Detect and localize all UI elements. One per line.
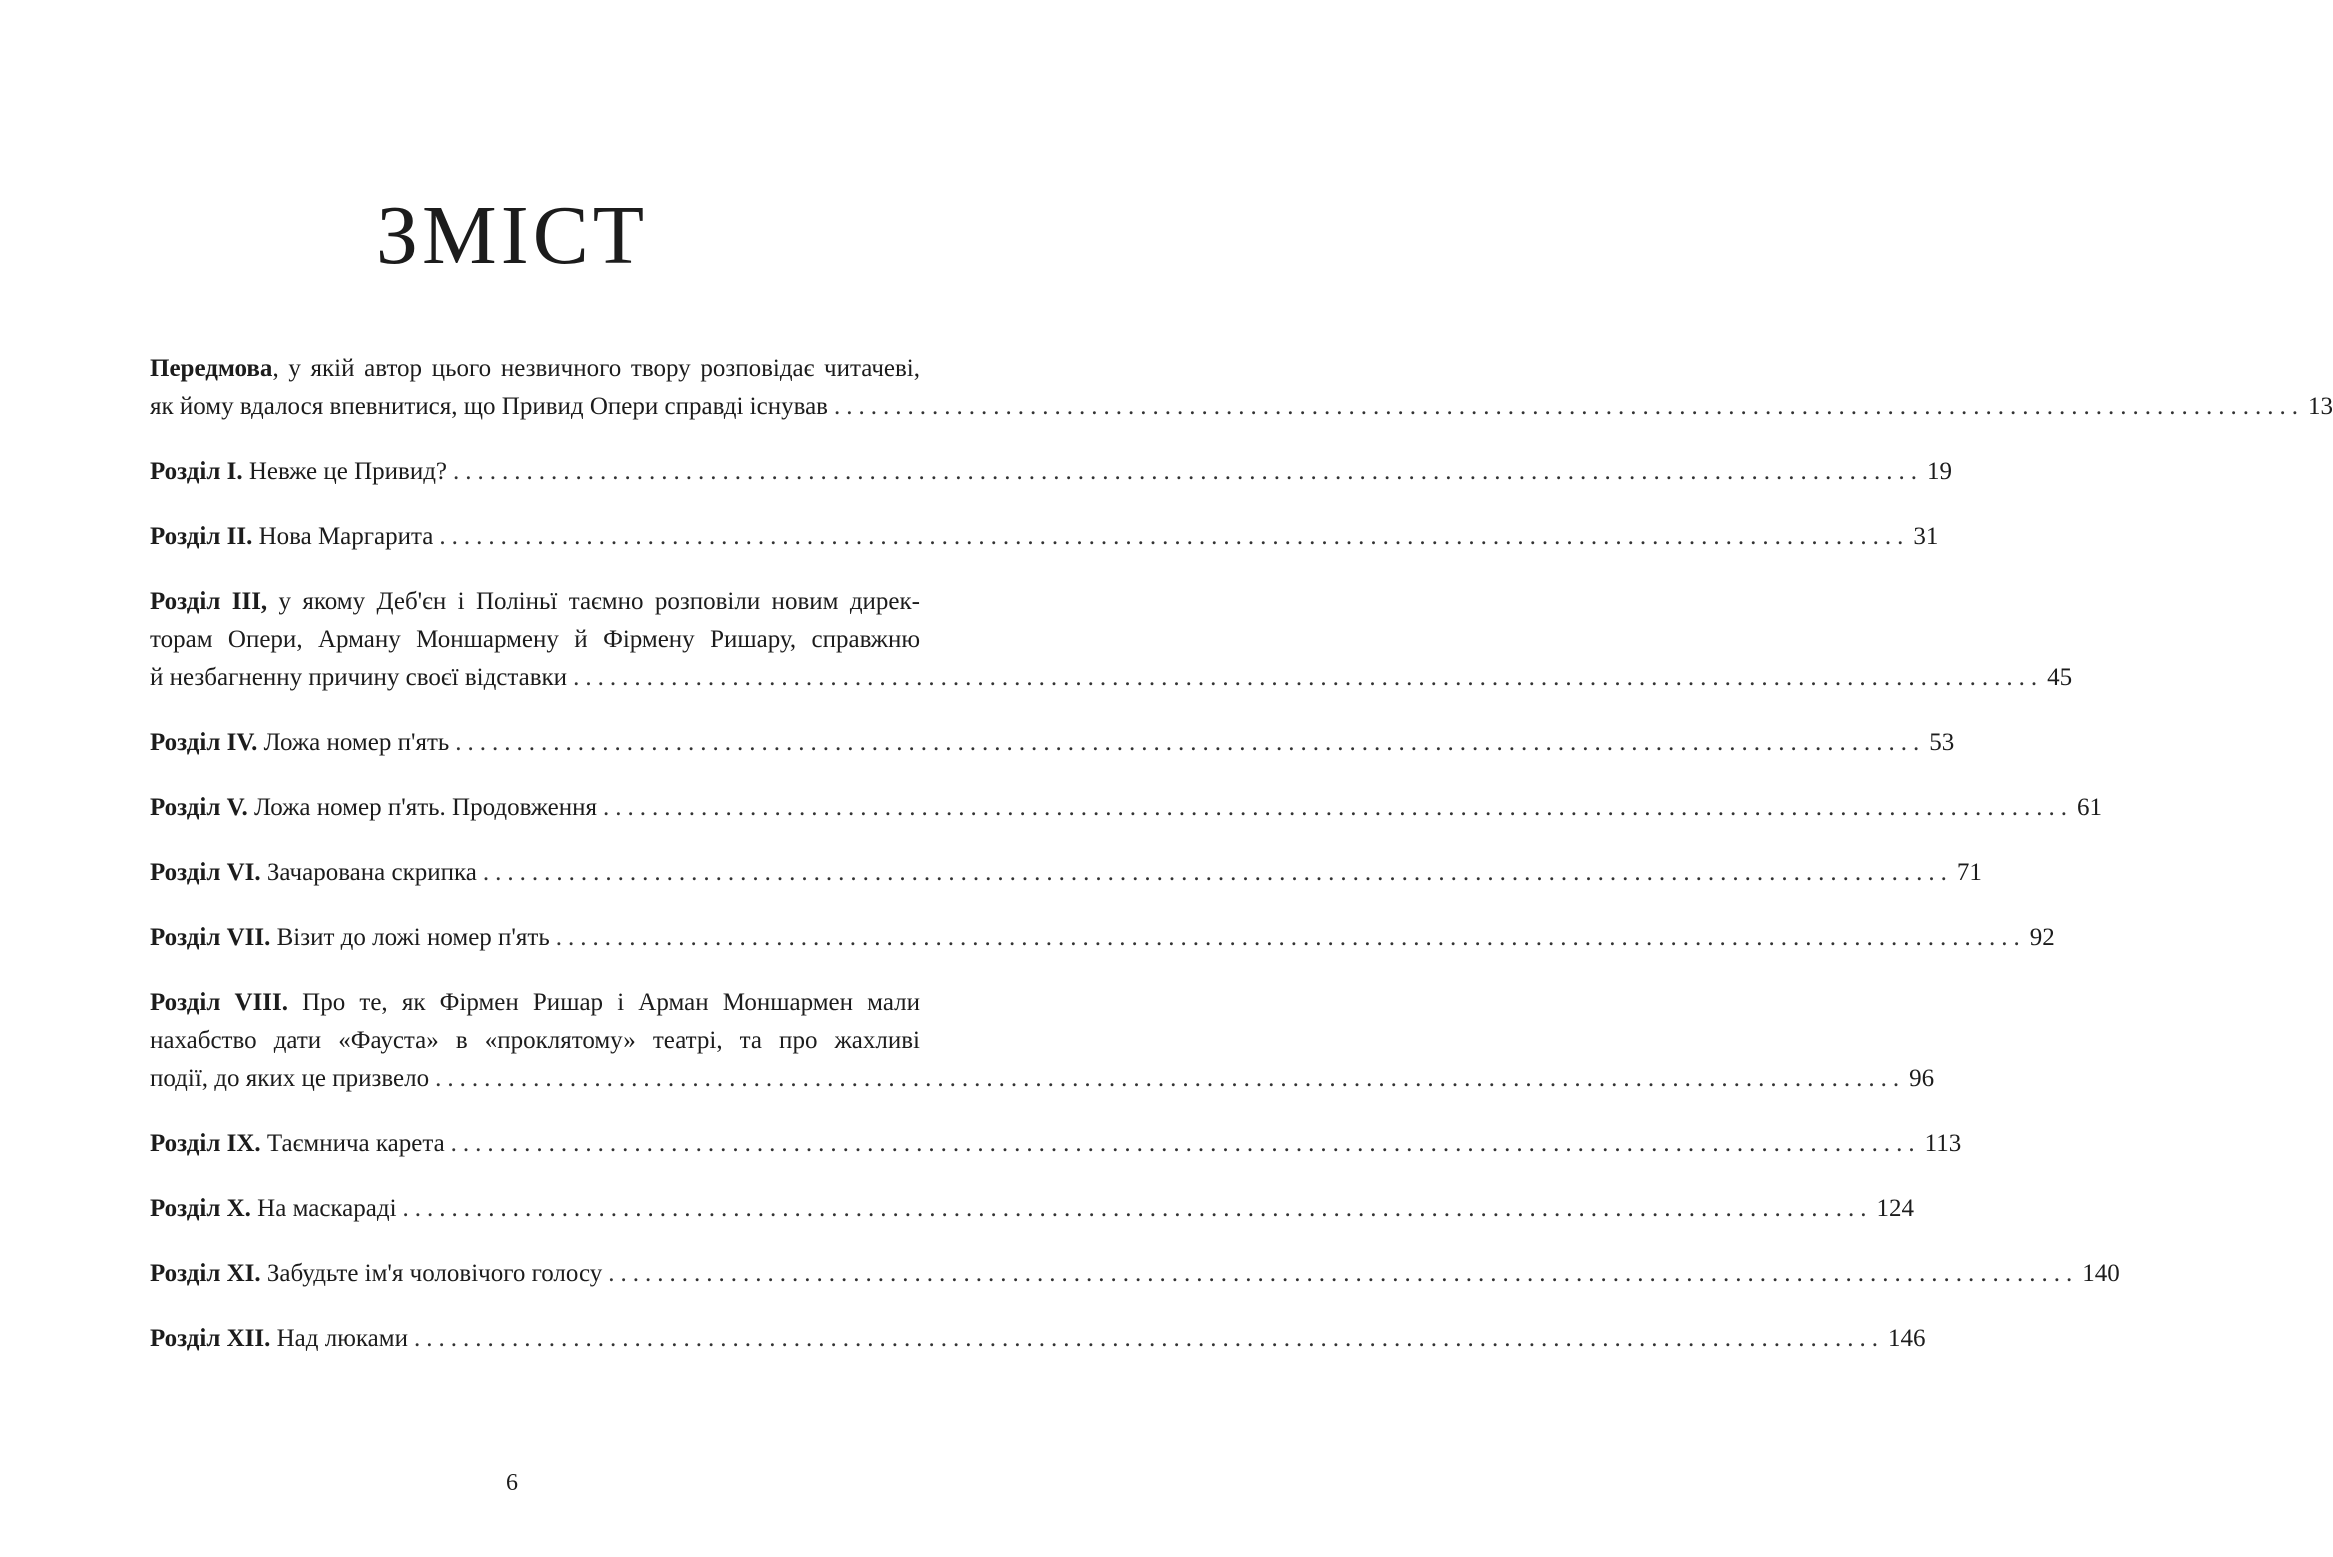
toc-page-number: 45 <box>2047 664 2073 691</box>
toc-entry-text <box>150 1125 445 1163</box>
toc-entry-last-line <box>150 1320 1926 1358</box>
toc-entry-last-line <box>150 1190 1915 1228</box>
toc-entry-last-line <box>150 453 1953 491</box>
toc-page-number: 96 <box>1909 1065 1935 1092</box>
toc-page-number: 61 <box>2077 794 2102 821</box>
toc-entry-title-part: Ложа номер п'ять <box>257 729 450 756</box>
toc-entry-title-part: , у якій автор цього незвичного твору розповідає читачеві, <box>272 355 920 382</box>
dot-leader: ........................................................................................................................ <box>453 458 1924 485</box>
toc-entry-label: Розділ VII. <box>150 924 271 951</box>
toc-entry <box>150 518 1939 556</box>
dot-leader: ........................................................................................................................ <box>455 729 1926 756</box>
toc-entry-last-line <box>150 724 1955 762</box>
toc-entry <box>150 453 1953 491</box>
toc-entry-title-part: нахабство дати «Фауста» в «проклятому» театрі, та про жахливі <box>150 1027 920 1054</box>
toc-entry-title-part: Забудьте ім'я чоловічого голосу <box>260 1260 603 1287</box>
toc-entry-text <box>150 1060 429 1098</box>
toc-entry-title-part: Зачарована скрипка <box>260 859 477 886</box>
toc-entry-line <box>150 583 920 621</box>
toc-entry-text <box>150 919 550 957</box>
dot-leader: ........................................................................................................................ <box>413 1325 1884 1352</box>
toc-entry-title-part: події, до яких це призвело <box>150 1065 430 1092</box>
toc-entry <box>150 1125 1962 1163</box>
dot-leader: ........................................................................................................................ <box>435 1065 1906 1092</box>
toc-entry-text <box>150 1190 397 1228</box>
toc-entry-label: Розділ IV. <box>150 729 258 756</box>
toc-entry-last-line <box>150 1060 1935 1098</box>
toc-entry-label: Розділ II. <box>150 523 253 550</box>
toc-entry-title-part: торам Опери, Арману Моншармену й Фірмену Ришару, справжню <box>150 626 920 653</box>
toc-entry <box>150 583 2073 697</box>
toc-page-number: 113 <box>1924 1130 1962 1157</box>
toc-entry-last-line <box>150 789 2102 827</box>
toc-entry-text <box>150 388 828 426</box>
toc-entry-title-part: й незбагненну причину своєї відставки <box>150 664 568 691</box>
page-number: 6 <box>506 1470 518 1496</box>
toc-page-number: 31 <box>1913 523 1939 550</box>
toc-page-number: 140 <box>2082 1260 2120 1287</box>
toc-page-number: 53 <box>1929 729 1955 756</box>
toc-entry-text <box>150 989 920 1016</box>
toc-entry-text <box>150 1027 920 1054</box>
dot-leader: ........................................................................................................................ <box>450 1130 1921 1157</box>
toc-entry-title-part: Про те, як Фірмен Ришар і Арман Моншармен мали <box>288 989 920 1016</box>
toc-entry-last-line <box>150 518 1939 556</box>
dot-leader: ........................................................................................................................ <box>439 523 1910 550</box>
toc-entry-text <box>150 355 920 382</box>
toc-entry-title-part: На маскараді <box>250 1195 397 1222</box>
toc-entry-last-line <box>150 1125 1962 1163</box>
toc-entry-title-part: Нова Маргарита <box>252 523 434 550</box>
toc-entry-text <box>150 1320 408 1358</box>
toc-entry <box>150 984 1935 1098</box>
toc-page-number: 124 <box>1876 1195 1915 1222</box>
toc-entry-label: Розділ VI. <box>150 859 261 886</box>
toc-entry-line <box>150 350 920 388</box>
toc-entry <box>150 789 2102 827</box>
toc-entry-last-line <box>150 388 2333 426</box>
toc-entry-text <box>150 1255 602 1293</box>
toc-entry-label: Розділ XI. <box>150 1260 261 1287</box>
dot-leader: ........................................................................................................................ <box>555 924 2026 951</box>
toc-entry <box>150 1190 1915 1228</box>
dot-leader: ........................................................................................................................ <box>833 393 2304 420</box>
toc-entry-label: Передмова <box>150 355 273 382</box>
toc-entry-text <box>150 588 920 615</box>
toc-entry <box>150 919 2055 957</box>
toc-page-number: 146 <box>1887 1325 1926 1352</box>
toc-entry-last-line <box>150 854 1982 892</box>
toc-entry-text <box>150 518 433 556</box>
page-title: ЗМІСТ <box>375 189 649 282</box>
toc-entry <box>150 1320 1926 1358</box>
toc-page-number: 71 <box>1956 859 1982 886</box>
toc-entry-last-line <box>150 1255 2120 1293</box>
toc-page-number: 19 <box>1927 458 1953 485</box>
toc-page-number: 13 <box>2307 393 2333 420</box>
toc-entry <box>150 350 2333 426</box>
toc-entry-text <box>150 854 477 892</box>
dot-leader: ........................................................................................................................ <box>482 859 1953 886</box>
toc-entry <box>150 724 1955 762</box>
toc-entry-label: Розділ VIII. <box>150 989 289 1016</box>
toc-entry <box>150 854 1982 892</box>
toc-entry-text <box>150 789 597 827</box>
toc-entry-label: Розділ XII. <box>150 1325 271 1352</box>
toc-entry-title-part: як йому вдалося впевнитися, що Привид Опери справді існував <box>150 393 828 420</box>
dot-leader: ........................................................................................................................ <box>608 1260 2079 1287</box>
toc-entry-label: Розділ V. <box>150 794 248 821</box>
dot-leader: ........................................................................................................................ <box>402 1195 1873 1222</box>
toc-entry-title-part: Невже це Привид? <box>242 458 448 485</box>
toc-entry-label: Розділ X. <box>150 1195 251 1222</box>
toc-page-number: 92 <box>2029 924 2055 951</box>
toc-entry-title-part: Ложа номер п'ять. Продовження <box>247 794 597 821</box>
toc-entry-line <box>150 984 920 1022</box>
toc-entry-line <box>150 1022 920 1060</box>
toc-entry-last-line <box>150 659 2073 697</box>
toc-entry-label: Розділ IX. <box>150 1130 261 1157</box>
dot-leader: ........................................................................................................................ <box>603 794 2073 821</box>
toc-entry-text <box>150 626 920 653</box>
toc-entry-text <box>150 659 567 697</box>
toc-entry-text <box>150 453 447 491</box>
table-of-contents <box>150 350 2333 1385</box>
toc-entry <box>150 1255 2120 1293</box>
toc-entry-title-part: Над люками <box>270 1325 408 1352</box>
dot-leader: ........................................................................................................................ <box>573 664 2044 691</box>
toc-entry-title-part: Візит до ложі номер п'ять <box>270 924 550 951</box>
toc-entry-text <box>150 724 449 762</box>
toc-entry-label: Розділ III, <box>150 588 268 615</box>
toc-entry-last-line <box>150 919 2055 957</box>
toc-entry-title-part: Таємнича карета <box>260 1130 445 1157</box>
toc-entry-title-part: у якому Деб'єн і Поліньї таємно розповіли новим дирек- <box>267 588 920 615</box>
toc-entry-label: Розділ I. <box>150 458 243 485</box>
toc-entry-line <box>150 621 920 659</box>
